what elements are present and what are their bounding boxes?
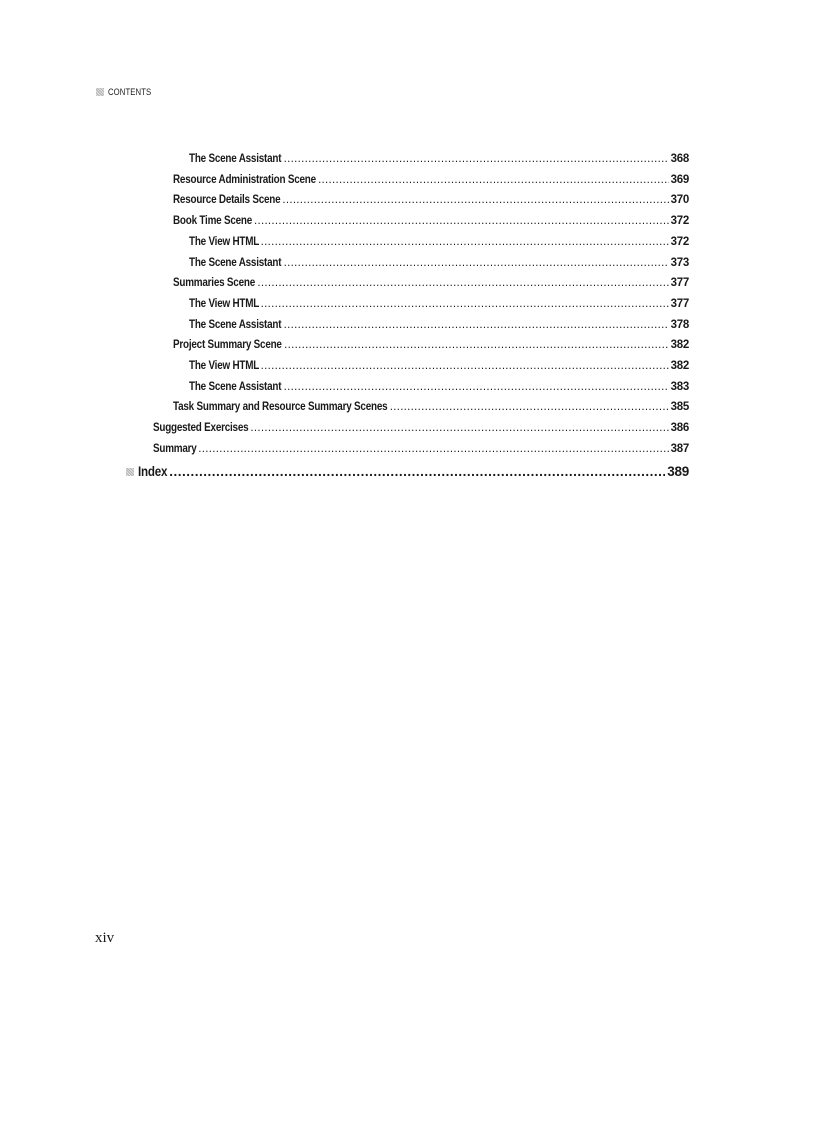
toc-entry-title: The View HTML (189, 297, 260, 310)
toc-leader-dots (318, 174, 669, 186)
toc-entry-page: 382 (670, 360, 689, 372)
toc-entry-title: Index (138, 463, 168, 479)
toc-entry-title: The Scene Assistant (189, 318, 282, 331)
toc-leader-dots (284, 339, 668, 351)
toc-entry-title: Suggested Exercises (153, 422, 249, 435)
toc-entry-page: 373 (670, 256, 689, 269)
toc-entry[interactable] (189, 360, 689, 377)
toc-leader-dots (169, 464, 665, 479)
toc-entry-page: 372 (670, 235, 689, 248)
toc-entry[interactable] (173, 401, 689, 418)
toc-entry-title: Task Summary and Resource Summary Scenes (173, 401, 388, 414)
toc-leader-dots (284, 319, 669, 331)
toc-leader-dots (257, 277, 668, 289)
toc-entry-title: Summaries Scene (173, 277, 255, 290)
toc-entry-title: The View HTML (189, 360, 260, 372)
toc-entry[interactable] (189, 236, 689, 253)
toc-leader-dots (261, 298, 669, 310)
toc-entry[interactable] (173, 277, 689, 294)
toc-entry-title: The Scene Assistant (189, 256, 282, 269)
toc-entry-page: 377 (670, 297, 689, 310)
toc-entry-title: The Scene Assistant (189, 153, 282, 165)
toc-leader-dots (284, 153, 669, 165)
toc-leader-dots (254, 215, 669, 227)
toc-entry-page: 383 (670, 380, 689, 393)
toc-entry-title: Project Summary Scene (173, 339, 282, 352)
toc-entry-page: 368 (670, 153, 689, 165)
toc-entry-title: Resource Details Scene (173, 194, 281, 207)
toc-leader-dots (284, 257, 669, 269)
toc-entry-title: The View HTML (189, 235, 260, 248)
toc-entry[interactable] (173, 194, 689, 211)
toc-entry[interactable] (189, 319, 689, 336)
toc-entry-page: 382 (670, 339, 689, 352)
toc-entry[interactable] (173, 339, 689, 356)
running-header (96, 87, 158, 97)
toc-entry[interactable] (153, 443, 689, 460)
toc-entry-page: 369 (670, 173, 689, 186)
toc-entry-page: 372 (670, 215, 689, 228)
toc-leader-dots (198, 443, 668, 455)
header-marker-icon (96, 88, 104, 96)
toc-leader-dots (250, 422, 668, 434)
toc-entry[interactable] (173, 215, 689, 232)
toc-entry[interactable] (153, 422, 689, 439)
toc-entry[interactable] (189, 298, 689, 315)
toc-leader-dots (261, 236, 669, 248)
toc-entry-page: 377 (670, 277, 689, 290)
toc-entry-chapter[interactable] (126, 464, 689, 481)
toc-leader-dots (261, 360, 669, 372)
toc-leader-dots (284, 381, 669, 393)
toc-entry[interactable] (189, 257, 689, 274)
toc-entry[interactable] (189, 153, 689, 170)
toc-leader-dots (282, 194, 668, 206)
toc-entry-title: Summary (153, 442, 197, 455)
header-section-label: CONTENTS (108, 87, 152, 97)
toc-entry-page: 389 (667, 463, 689, 479)
toc-entry-page: 378 (670, 318, 689, 331)
toc-entry-title: Book Time Scene (173, 215, 253, 228)
chapter-marker-icon (126, 468, 134, 476)
toc-entry-page: 385 (670, 401, 689, 414)
toc-entry-page: 386 (670, 422, 689, 435)
toc-entry[interactable] (189, 381, 689, 398)
toc-entry-page: 370 (670, 194, 689, 207)
toc-leader-dots (390, 401, 669, 413)
toc-entry[interactable] (173, 174, 689, 191)
page-number: xiv (95, 930, 115, 946)
toc-entry-page: 387 (670, 442, 689, 455)
toc-entry-title: The Scene Assistant (189, 380, 282, 393)
toc-entry-title: Resource Administration Scene (173, 173, 316, 186)
